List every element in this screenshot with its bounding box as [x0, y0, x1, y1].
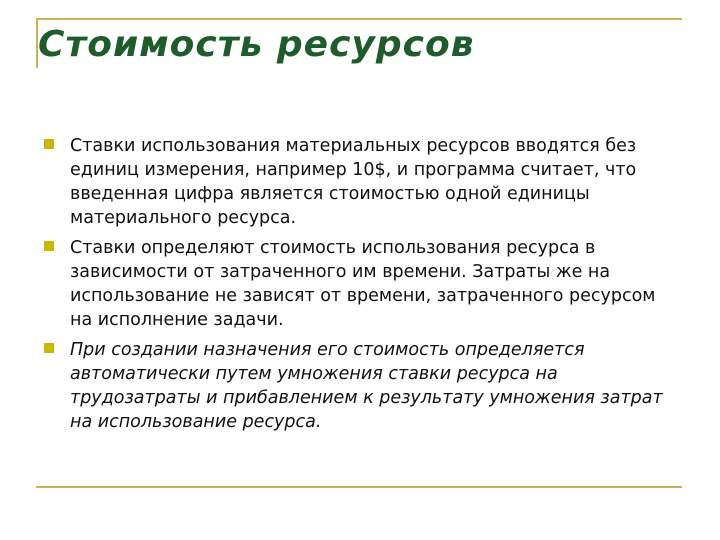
- bullet-item: [44, 338, 674, 434]
- square-bullet-icon: [44, 139, 54, 149]
- square-bullet-icon: [44, 241, 54, 251]
- slide-title: Стоимость ресурсов: [38, 24, 475, 65]
- square-bullet-icon: [44, 343, 54, 353]
- bullet-text: При создании назначения его стоимость определяется автоматически путем умножения ставки ресурса на трудозатраты и прибавлением к результату умножения затрат на использование ресурса.: [70, 340, 663, 432]
- bullet-list: [44, 134, 674, 440]
- bullet-item: [44, 134, 674, 230]
- bullet-item: [44, 236, 674, 332]
- bullet-text: Ставки использования материальных ресурсов вводятся без единиц измерения, например 10$, и программа считает, что введенная цифра является стоимостью одной единицы материального ресурса.: [70, 136, 637, 228]
- bullet-text: Ставки определяют стоимость использования ресурса в зависимости от затраченного им времени. Затраты же на использование не зависят от времени, затраченного ресурсом на исполнение задачи.: [70, 238, 656, 330]
- bottom-divider: [36, 486, 682, 488]
- top-divider: [36, 18, 682, 20]
